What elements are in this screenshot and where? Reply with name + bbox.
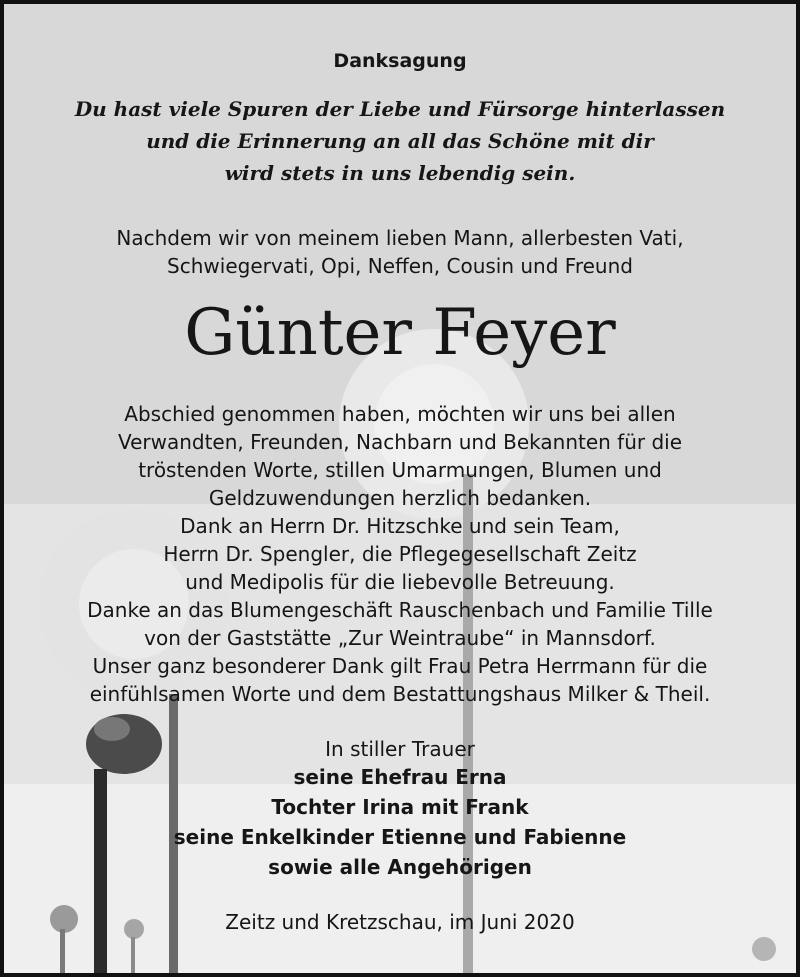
verse-line: wird stets in uns lebendig sein. [224,161,576,185]
mourning-intro: In stiller Trauer [325,737,475,761]
notice-heading: Danksagung [333,50,467,72]
mourner-line: Tochter Irina mit Frank [271,795,529,819]
thanks-line: Herrn Dr. Spengler, die Pflegegesellschaft Zeitz [163,542,637,566]
intro-line: Schwiegervati, Opi, Neffen, Cousin und Freund [167,254,633,278]
mourner-line: sowie alle Angehörigen [268,855,532,879]
thanks-line: Dank an Herrn Dr. Hitzschke und sein Team, [180,514,620,538]
thanks-line: Unser ganz besonderer Dank gilt Frau Petra Herrmann für die [92,654,708,678]
intro-line: Nachdem wir von meinem lieben Mann, allerbesten Vati, [116,226,684,250]
thanks-line: Danke an das Blumengeschäft Rauschenbach und Familie Tille [87,598,713,622]
thanks-line: Verwandten, Freunden, Nachbarn und Bekannten für die [117,430,683,454]
place-date: Zeitz und Kretzschau, im Juni 2020 [225,910,575,934]
thanks-line: Abschied genommen haben, möchten wir uns bei allen [124,402,676,426]
thanks-line: tröstenden Worte, stillen Umarmungen, Blumen und [138,458,662,482]
mourner-line: seine Enkelkinder Etienne und Fabienne [173,825,627,849]
notice-content [4,4,796,973]
thanks-line: von der Gaststätte „Zur Weintraube“ in Mannsdorf. [144,626,656,650]
thanks-line: und Medipolis für die liebevolle Betreuung. [185,570,615,594]
verse-line: und die Erinnerung an all das Schöne mit dir [146,129,654,153]
thanks-line: Geldzuwendungen herzlich bedanken. [208,486,592,510]
mourner-line: seine Ehefrau Erna [293,765,507,789]
thanks-line: einfühlsamen Worte und dem Bestattungshaus Milker & Theil. [89,682,711,706]
deceased-name: Günter Feyer [184,296,616,370]
verse-line: Du hast viele Spuren der Liebe und Fürsorge hinterlassen [74,97,726,121]
